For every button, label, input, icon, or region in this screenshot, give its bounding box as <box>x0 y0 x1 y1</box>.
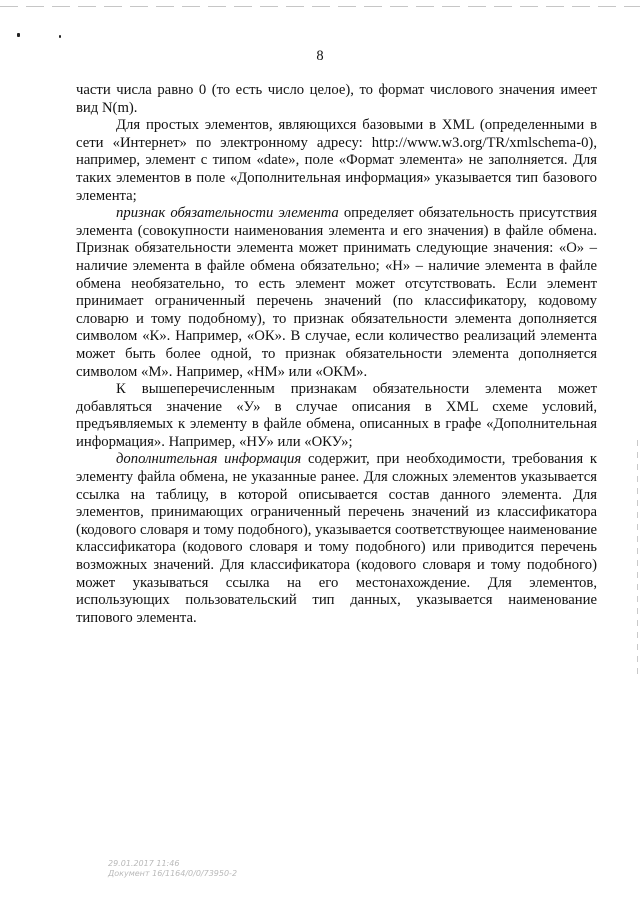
text-run: содержит, при необходимости, требования к элементу файла обмена, не указанные ранее. Для сложных элементов указывается ссылка на таблицу, в которой описывается состав данного элемента. Для элементов, принимающих ограниченный перечень значений из классификатора (кодового словаря и тому подобного), указывается соответствующее наименование классификатора (кодового словаря и тому подобного) или приводится перечень возможных значений. Для классификатора (кодового словаря и тому подобного) может указываться ссылка на его местонахождение. Для элементов, использующих пользовательский тип данных, указывается наименование типового элемента. <box>76 451 597 626</box>
scan-speck <box>17 33 20 37</box>
text-run: К вышеперечисленным признакам обязательности элемента может добавляться значение «У» в случае описания в XML схеме условий, предъявляемых к элементу в файле обмена, описанных в графе «Дополнительная информация». Например, «НУ» или «ОКУ»; <box>76 381 597 450</box>
scan-speck <box>59 35 61 38</box>
paragraph <box>76 82 597 117</box>
page-number: 8 <box>316 48 324 64</box>
paragraph <box>76 451 597 627</box>
paragraph <box>76 117 597 205</box>
scan-edge-right <box>637 440 638 680</box>
document-body <box>76 82 597 627</box>
text-run: определяет обязательность присутствия элемента (совокупности наименования элемента и его значения) в файле обмена. Признак обязательности элемента может принимать следующие значения: «О» – наличие элемента в файле обмена обязательно; «Н» – наличие элемента в файле обмена необязательно, то есть элемент может отсутствовать. Если элемент принимает ограниченный перечень значений (по классификатору, кодовому словарю и тому подобному), то признак обязательности элемента дополняется символом «К». Например, «ОК». В случае, если количество реализаций элемента может быть более одной, то признак обязательности элемента дополняется символом «М». Например, «НМ» или «ОКМ». <box>76 205 597 380</box>
paragraph <box>76 205 597 381</box>
scan-edge-top <box>0 6 640 7</box>
text-run: Для простых элементов, являющихся базовыми в XML (определенными в сети «Интернет» по электронному адресу: http://www.w3.org/TR/xmlschema-0), например, элемент с типом «date», поле «Формат элемента» не заполняется. Для таких элементов в поле «Дополнительная информация» указывается тип базового элемента; <box>76 117 597 204</box>
paragraph <box>76 381 597 451</box>
stamp-line: 29.01.2017 11:46 <box>108 859 180 868</box>
term-italic: признак обязательности элемента <box>116 205 339 222</box>
print-stamp <box>108 859 237 879</box>
stamp-line: Документ 16/1164/0/0/73950-2 <box>108 869 238 878</box>
text-run: части числа равно 0 (то есть число целое), то формат числового значения имеет вид N(m). <box>76 82 597 116</box>
term-italic: дополнительная информация <box>116 451 302 468</box>
